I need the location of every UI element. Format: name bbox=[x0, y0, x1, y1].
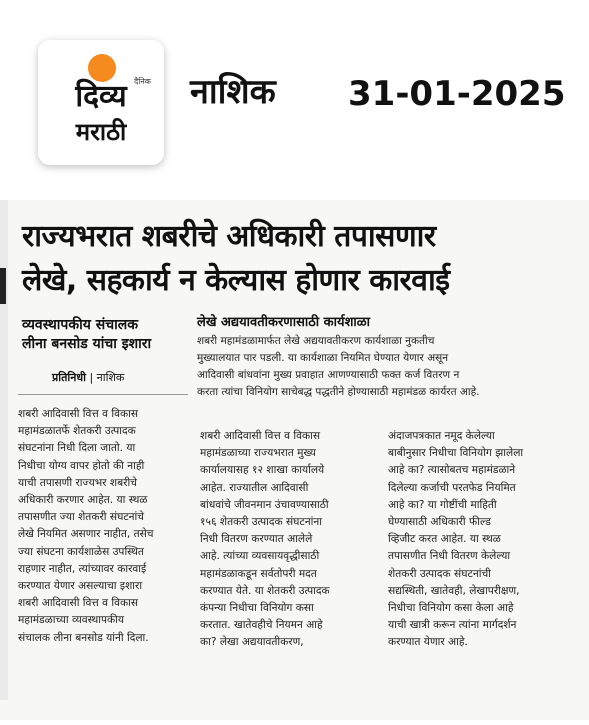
text-line: कंपन्या निधीचा विनियोग कसा bbox=[200, 602, 314, 615]
text-line: महामंडळाच्या व्यवस्थापकीय bbox=[18, 614, 125, 627]
text-line: आहे का? त्यासोबतच महामंडळाने bbox=[388, 464, 516, 477]
box-line: शबरी महामंडळामार्फत लेखे अद्ययावतीकरण कार्यशाळा नुकतीच bbox=[197, 335, 435, 347]
header-city: नाशिक bbox=[190, 72, 276, 112]
subhead-line1: व्यवस्थापकीय संचालक bbox=[22, 317, 138, 333]
text-line: याची खात्री करून त्यांना मार्गदर्शन bbox=[388, 619, 517, 632]
text-line: तपासणीत निधी वितरण केलेल्या bbox=[388, 550, 511, 563]
text-line: सद्यस्थिती, खातेवही, लेखापरीक्षण, bbox=[388, 584, 520, 597]
box-line: आदिवासी बांधवांना मुख्य प्रवाहात आणण्यासाठी फक्त कर्ज वितरण न bbox=[197, 369, 460, 381]
text-line: राहणार नाहीत, त्यांच्यावर कारवाई bbox=[18, 562, 147, 575]
text-line: करण्यात येणार आहे. bbox=[388, 636, 468, 649]
text-line: याची तपासणी राज्यभर शबरीचे bbox=[18, 476, 137, 489]
text-line: शबरी आदिवासी वित्त व विकास bbox=[18, 597, 139, 610]
text-line: करतात. खातेवहीचे नियमन आहे bbox=[200, 619, 323, 632]
box-title: लेखे अद्ययावतीकरणासाठी कार्यशाळा bbox=[197, 315, 371, 330]
text-line: महामंडळाकडून सर्वतोपरी मदत bbox=[200, 567, 317, 580]
text-line: बाबीनुसार निधीचा विनियोग झालेला bbox=[388, 447, 524, 460]
logo-small-text: दैनिक bbox=[134, 77, 151, 86]
byline bbox=[52, 370, 124, 386]
column-marker bbox=[0, 268, 6, 304]
divider bbox=[18, 394, 188, 395]
article-column-2 bbox=[200, 428, 380, 652]
text-line: आहेत. राज्यातील आदिवासी bbox=[200, 481, 309, 494]
text-line: महामंडळातर्फे शेतकरी उत्पादक bbox=[18, 425, 136, 438]
text-line: दिलेल्या कर्जाची परतफेड नियमित bbox=[388, 481, 516, 494]
text-line: शबरी आदिवासी वित्त व विकास bbox=[200, 430, 321, 442]
text-line: घेण्यासाठी अधिकारी फील्ड bbox=[388, 516, 491, 529]
box-line: करता त्यांचा विनियोग साचेबद्ध पद्धतीने होण्यासाठी महामंडळ कार्यरत आहे. bbox=[197, 386, 480, 398]
text-line: अधिकारी करणार आहेत. या स्थळ bbox=[18, 494, 148, 507]
text-line: १५६ शेतकरी उत्पादक संघटनांना bbox=[200, 516, 322, 529]
text-line: संघटनांना निधी दिला जातो. या bbox=[18, 442, 136, 455]
text-line: लेखे नियमित असणार नाहीत, तसेच bbox=[18, 528, 154, 541]
logo-line2: मराठी bbox=[75, 118, 127, 146]
text-line: निधीचा विनियोग कसा केला आहे bbox=[388, 602, 514, 615]
text-line: शबरी आदिवासी वित्त व विकास bbox=[18, 408, 139, 420]
logo-line1: दिव्य bbox=[75, 79, 127, 114]
text-line: तपासणीत ज्या शेतकरी संघटनांचे bbox=[18, 511, 145, 524]
byline-city: | नाशिक bbox=[85, 371, 125, 384]
text-line: महामंडळाच्या राज्यभरात मुख्य bbox=[200, 447, 316, 460]
text-line: व्हिजीट करत आहेत. या स्थळ bbox=[388, 533, 501, 546]
article-column-1 bbox=[18, 406, 190, 647]
headline-line1: राज्यभरात शबरीचे अधिकारी तपासणार bbox=[22, 219, 436, 254]
text-line: आहे. त्यांच्या व्यवसायवृद्धीसाठी bbox=[200, 550, 320, 563]
text-line: करण्यात येणार असल्याचा इशारा bbox=[18, 580, 143, 593]
text-line: अंदाजपत्रकात नमूद केलेल्या bbox=[388, 430, 495, 442]
text-line: बांधवांचे जीवनमान उंचावण्यासाठी bbox=[200, 498, 329, 511]
newspaper-logo bbox=[38, 40, 164, 165]
text-line: ज्या संघटना कार्यशाळेस उपस्थित bbox=[18, 545, 144, 558]
header-date: 31-01-2025 bbox=[348, 74, 566, 114]
subhead-line2: लीना बनसोड यांचा इशारा bbox=[22, 336, 152, 352]
sun-icon bbox=[88, 54, 116, 82]
headline-line2: लेखे, सहकार्य न केल्यास होणार कारवाई bbox=[22, 263, 450, 298]
text-line: आहे का? या गोष्टींची माहिती bbox=[388, 498, 497, 511]
text-line: कार्यालयासह १२ शाखा कार्यालये bbox=[200, 464, 325, 477]
box-line: मुख्यालयात पार पडली. या कार्यशाळा नियमित घेण्यात येणार असून bbox=[197, 352, 449, 364]
text-line: शेतकरी उत्पादक संघटनांची bbox=[388, 567, 491, 580]
byline-author: प्रतिनिधी bbox=[52, 371, 86, 384]
text-line: संचालक लीना बनसोड यांनी दिला. bbox=[18, 631, 149, 644]
text-line: निधीचा योग्य वापर होतो की नाही bbox=[18, 459, 145, 472]
article-column-3 bbox=[388, 428, 576, 652]
text-line: निधी वितरण करण्यात आलेले bbox=[200, 533, 313, 546]
text-line: का? लेखा अद्ययावतीकरण, bbox=[200, 636, 304, 649]
text-line: करण्यात येते. या शेतकरी उत्पादक bbox=[200, 584, 330, 597]
